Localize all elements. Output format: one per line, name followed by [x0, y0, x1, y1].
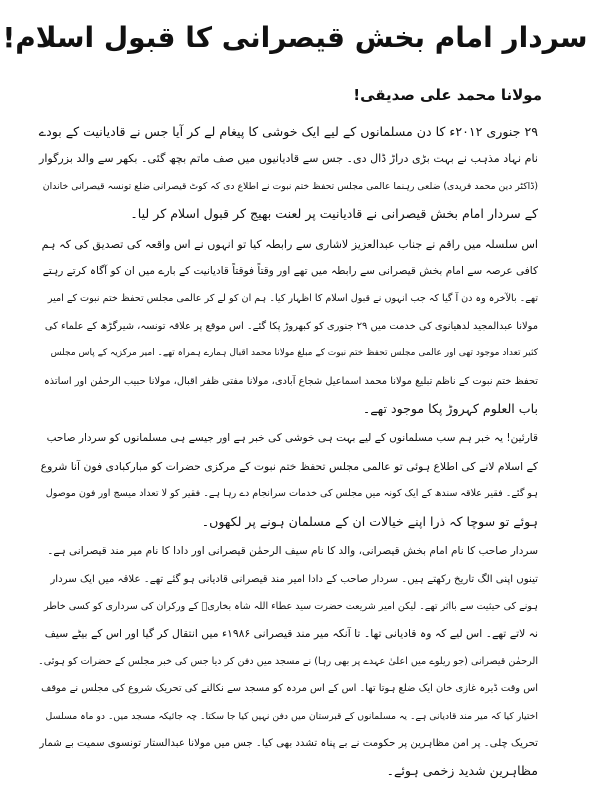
paragraph-line: تحریک چلی۔ پر امن مظاہرین پر حکومت نے بے پناہ تشدد بھی کیا۔ جس میں مولانا عبدالستار تونسوی سمیت بے شمار [39, 737, 538, 749]
paragraph-line: کے سردار امام بخش قیصرانی نے قادیانیت پر لعنت بھیج کر قبول اسلام کر لیا۔ [130, 206, 538, 222]
paragraph-line: ہوئے تو سوچا کہ ذرا اپنے خیالات ان کے مسلمان ہونے پر لکھوں۔ [201, 513, 538, 529]
paragraph-line: تینوں اپنی الگ تاریخ رکھتے ہیں۔ سردار صاحب کے دادا امیر مند قیصرانی قادیانی ہو گئے تھے۔ علاقہ میں ایک سردار [50, 573, 538, 585]
paragraph-line: اس سلسلہ میں راقم نے جناب عبدالعزیز لاشاری سے رابطہ کیا تو انہوں نے اس واقعہ کی تصدیق کی کہ ہم [41, 237, 538, 251]
paragraph-line: باب العلوم کہروڑ پکا موجود تھے۔ [362, 401, 538, 417]
paragraph-line: نام نہاد مذہب نے بہت بڑی دراڑ ڈال دی۔ جس سے قادیانیوں میں صف ماتم بچھ گئی۔ بکھر سے والد بزرگوار [38, 152, 538, 166]
article-paragraph [38, 538, 538, 785]
article-author: مولانا محمد علی صدیقی! [353, 86, 542, 104]
paragraph-line: مولانا عبدالمجید لدھیانوی کی خدمت میں ۲۹ جنوری کو کبھروڑ پکا گئے۔ اس موقع پر علاقہ تونسہ، شیرگڑھ کے علماء کی [44, 320, 538, 332]
article-paragraph [38, 425, 538, 535]
paragraph-line: کے اسلام لانے کی اطلاع ہوئی تو عالمی مجلس تحفظ ختم نبوت کے مرکزی حضرات کو مبارکبادی فون آنا شروع [40, 459, 538, 473]
paragraph-line: اس وقت ڈیرہ غازی خان ایک ضلع ہوتا تھا۔ اس کے اس مردہ کو مسجد سے نکالنے کی تحریک شروع کی مجلس نے موقف [41, 683, 538, 695]
paragraph-line: کثیر تعداد موجود تھی اور عالمی مجلس تحفظ ختم نبوت کے مبلغ مولانا محمد اقبال ہمارے ہمراہ تھے۔ امیر مرکزیہ کے پاس مجلس [50, 348, 538, 359]
article-title: سردار امام بخش قیصرانی کا قبول اسلام! [2, 21, 588, 54]
paragraph-line: تحفظ ختم نبوت کے ناظم تبلیغ مولانا محمد اسماعیل شجاع آبادی، مولانا مفتی ظفر اقبال، مولانا حبیب الرحمٰن اور اساتذہ [43, 375, 538, 387]
paragraph-line: اختیار کیا کہ میر مند قادیانی ہے۔ یہ مسلمانوں کے قبرستان میں دفن نہیں کیا جا سکتا۔ چہ جائیکہ مسجد میں۔ دو ماہ مسلسل [45, 710, 538, 722]
article-paragraph [38, 231, 538, 423]
paragraph-line: سردار صاحب کا نام امام بخش قیصرانی، والد کا نام سیف الرحمٰن قیصرانی اور دادا کا نام میر مند قیصرانی ہے۔ [47, 545, 538, 558]
paragraph-line: (ڈاکٹر دین محمد فریدی) ضلعی رہنما عالمی مجلس تحفظ ختم نبوت نے اطلاع دی کہ کوٹ قیصرانی ضلع تونسہ قیصرانی خاندان [42, 180, 538, 192]
article-paragraph [38, 118, 538, 228]
paragraph-line: مظاہرین شدید زخمی ہوئے۔ [386, 763, 538, 779]
paragraph-line: نہ لاتے تھے۔ اس لیے کہ وہ قادیانی تھا۔ تا آنکہ میر مند قیصرانی ۱۹۸۶ء میں انتقال کر گیا اور اس کے بیٹے سیف [44, 627, 538, 641]
article-body [38, 118, 538, 788]
paragraph-line: ہو گئے۔ فقیر علاقہ سندھ کے ایک کونہ میں مجلس کی خدمات سرانجام دے رہا ہے۔ فقیر کو لا تعداد میسج اور فون موصول [45, 488, 538, 500]
paragraph-line: تھے۔ بالآخرہ وہ دن آ گیا کہ جب انہوں نے قبول اسلام کا اظہار کیا۔ ہم ان کو لے کر عالمی مجلس تحفظ ختم نبوت کے امیر [47, 293, 538, 305]
paragraph-line: ہونے کی حیثیت سے بااثر تھے۔ لیکن امیر شریعت حضرت سید عطاء اللہ شاہ بخاریؒ کے ورکران کی سرداری کو کسی خاطر [43, 600, 538, 612]
paragraph-line: قارئین! یہ خبر ہم سب مسلمانوں کے لیے بہت ہی خوشی کی خبر ہے اور جیسے ہی مسلمانوں کو سردار صاحب [46, 432, 538, 445]
paragraph-line: ۲۹ جنوری ۲۰۱۲ء کا دن مسلمانوں کے لیے ایک خوشی کا پیغام لے کر آیا جس نے قادیانیت کے بودے [38, 124, 538, 139]
paragraph-line: الرحمٰن قیصرانی (جو ریلوے میں اعلیٰ عہدے پر بھی رہا) نے مسجد میں دفن کر دیا جس کی خبر مجلس کے حضرات کو ہوئی۔ [38, 655, 538, 667]
paragraph-line: کافی عرصہ سے امام بخش قیصرانی سے رابطہ میں تھے اور وقتاً فوقتاً قادیانیت کے بارے میں ان کو آگاہ کرتے رہتے [42, 265, 538, 278]
